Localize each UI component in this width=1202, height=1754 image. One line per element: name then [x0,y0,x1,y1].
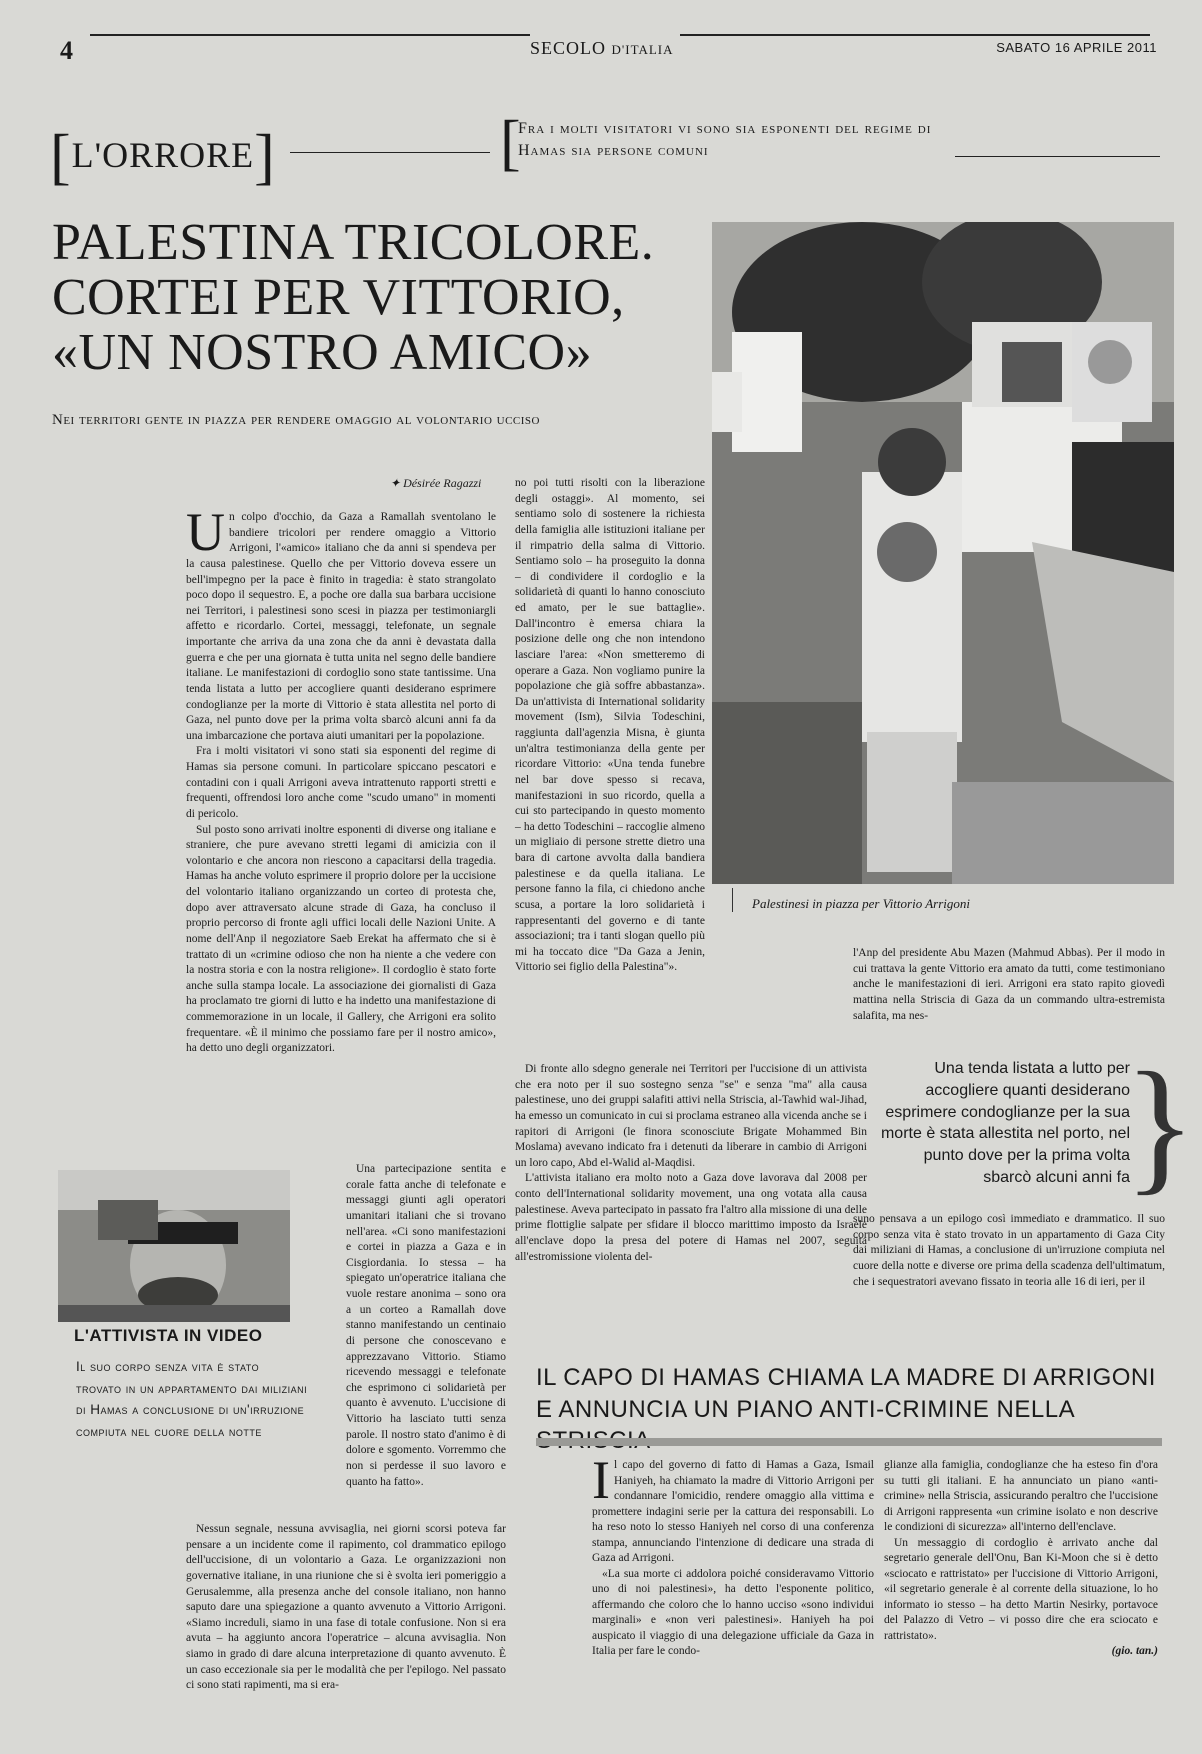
article-p2: Fra i molti visitatori vi sono stati sia esponenti del regime di Hamas sia persone comuni. In particolare spiccano pescatori e contadini con i quali Arrigoni aveva intrattenuto rapporti stretti e frequenti, offrendosi loro anche come "scudo umano" in momenti di pericolo. [186,745,496,820]
author-name: Désirée Ragazzi [403,476,482,490]
bracket-open-icon: [ [50,123,72,191]
section-label: L'ORRORE [71,135,255,175]
box-p1: l capo del governo di fatto di Hamas a Gaza, Ismail Haniyeh, ha chiamato la madre di Vittorio Arrigoni per condannare l'omicidio, rendere omaggio alla vittima e promettere indagini serie per la cattura dei responsabili. Lo ha reso noto lo stesso Haniyeh nel corso di una conferenza stampa, annunciando l'intenzione di dedicare una strada di Gaza ad Arrigoni. [592,1459,874,1565]
caption-rule [732,888,733,912]
issue-date: SABATO 16 APRILE 2011 [996,40,1157,55]
bracket-close-icon: ] [254,123,276,191]
masthead [530,38,674,59]
subheadline: Nei territori gente in piazza per rendere omaggio al volontario ucciso [52,412,540,428]
article-p7: Di fronte allo sdegno generale nei Territori per l'uccisione di un attivista che era noto per il suo sostegno senza "se" e senza "ma" alla causa palestinese, uno dei gruppi salafiti attivi nella Striscia, al-Tawhid wal-Jihad, ha emesso un comunicato in cui si proclama estraneo alla vicenda anche se i rapitori di Arrigoni (le finora sconosciute Brigate Mohammed Bin Moslama) avevano indicato fra i detenuti da liberare in cambio di Arrigoni un loro capo, Abd el-Walid al-Maqdisi. [515,1063,867,1169]
section-rule [290,152,490,153]
box-p3: glianze alla famiglia, condoglianze che ha esteso fin d'ora su tutti gli italiani. E ha annunciato un piano «anti-crimine» nella Striscia, assicurando peraltro che l'uccisione di Arrigoni rappresenta «un crimine isolato e non descrive le condizioni di sicurezza» all'interno dell'enclave. [884,1459,1158,1534]
article-p9: l'Anp del presidente Abu Mazen (Mahmud Abbas). Per il modo in cui trattava la gente Vittorio era amato da tutti, come testimoniano anche le manifestazioni di ieri. Arrigoni era stato rapito giovedì mattina nella Striscia di Gaza da un commando ultra-estremista salafita, ma nes- [853,947,1165,1022]
protest-photo-icon [712,222,1174,884]
box-rule [536,1438,1162,1446]
header-rule-right [680,34,1150,36]
photo-caption: Palestinesi in piazza per Vittorio Arrigoni [752,896,970,911]
article-p6: no poi tutti risolti con la liberazione degli ostaggi». Al momento, sei sentiamo solo di sostenere la richiesta della famiglia alle istituzioni italiane per il rimpatrio della salma di Vittorio. Sentiamo solo – ha proseguito la donna – di condividere il cordoglio e la solidarietà di quanti lo hanno conosciuto ed amato, per le sue battaglie». Dall'incontro è emersa chiara la posizione delle ong che non intendono lasciare l'area: «Non smetteremo di operare a Gaza. Non vogliamo punire la popolazione che già soffre abbastanza». Da un'attivista di International solidarity movement (Ism), Silvia Todeschini, raggiunta dall'agenzia Misna, è giunta un'altra testimonianza della gente per ricordare Vittorio: «Una tenda funebre nel bar dove spesso si recava, manifestazioni in suo ricordo, quella a cui sto partecipando in questo momento – ha detto Todeschini – raccoglie almeno un migliaio di persone strette dietro una bara di cartone avvolta dalla bandiera palestinese e da quella italiana. Le persone fanno la fila, ci chiedono anche scusa, a portare la loro solidarietà i rappresentanti del governo e di tante associazioni; tra i tanti slogan quello più mi ha toccato dice "Da Gaza a Jenin, Vittorio sei figlio della Palestina"». [515,477,705,974]
box-dropcap: I [592,1450,610,1510]
article-column-1 [186,502,496,1057]
article-column-2 [346,1162,506,1490]
article-p4: Una partecipazione sentita e corale fatta anche di telefonate e messaggi giunti agli operatori umanitari italiani che si trovano nell'area. «Ci sono manifestazioni e cortei in piazza a Gaza e in Cisgiordania. Io stessa – ha spiegato un'operatrice italiana che vuole restare anonima – sono ora a un corteo a Ramallah dove stanno manifestando un centinaio di persone che conoscevano e apprezzavano Vittorio. Stiamo ricevendo messaggi e telefonate che esprimono ci solidarietà per quanto è avvenuto. L'uccisione di Vittorio ha lasciato tutti senza parole. Il nostro stato d'animo è di dolore e sgomento. Vorremmo che non si perdesse il suo lavoro e quanto ha fatto». [346,1163,506,1488]
box-column-2 [884,1458,1158,1660]
article-column-4 [853,946,1165,1024]
masthead-small: D'ITALIA [611,42,674,57]
article-p10: suno pensava a un epilogo così immediato e drammatico. Il suo corpo senza vita è stato trovato in un appartamento di Gaza City dai miliziani di Hamas, a conclusione di un'irruzione compiuta nel cuore della notte e diverse ore prima della scadenza dell'ultimatum, che i sequestratori avevano fissato in teoria alle 16 di ieri, per il [853,1213,1165,1288]
headline: PALESTINA TRICOLORE. CORTEI PER VITTORIO, «UN NOSTRO AMICO» [52,214,655,382]
article-column-3 [515,476,705,976]
video-thumbnail [58,1170,290,1322]
article-column-wide [186,1522,506,1694]
video-description: Il suo corpo senza vita è stato trovato in un appartamento dai miliziani di Hamas a conclusione di un'irruzione compiuta nel cuore della notte [76,1359,308,1439]
box-p2: «La sua morte ci addolora poiché consideravamo Vittorio uno di noi palestinesi», ha detto l'esponente politico, affermando che coloro che lo hanno ucciso «sono individui marginali» e «non veri palestinesi». Haniyeh ha poi auspicato il viaggio di una delegazione ufficiale da Gaza in Italia per fare le condo- [592,1567,874,1658]
dropcap: U [186,502,225,562]
box-column-1 [592,1450,874,1660]
brace-icon: } [1124,1042,1196,1208]
byline: ✦ Désirée Ragazzi [390,476,482,490]
article-p8: L'attivista italiano era molto noto a Gaza dove lavorava dal 2008 per conto dell'International solidarity movement, una ong votata alla causa palestinese. Aveva partecipato in passato fra l'altro alla missione di una delle prime flottiglie salpate per sfidare il blocco marittimo imposto da Israele all'enclave dopo la presa del potere di Hamas nel 2007, seguita all'estromissione violenta del- [515,1172,867,1263]
header-rule-left [90,34,530,36]
activist-portrait-icon [58,1170,290,1322]
kicker-bracket-icon: [ [500,109,521,177]
article-p1: n colpo d'occhio, da Gaza a Ramallah sventolano le bandiere tricolori per rendere omaggio a Vittorio Arrigoni, l'«amico» italiano che da anni si spendeva per la causa palestinese. Quello che per Vittorio doveva essere un bell'impegno per la pace è finito in tragedia: è stato strangolato poco dopo il sequestro. E, a poche ore dalla sua barbara uccisione nei Territori, i palestinesi sono scesi in piazza per testimoniargli affetto e ricordarlo. Cortei, messaggi, telefonate, un segnale importante che arriva da una zona che da anni è devastata dalla guerra e che per una giornata è tutta unita nel segno delle bandiere italiane. Le manifestazioni di cordoglio sono state tantissime. Una tenda listata a lutto per accogliere quanti desiderano esprimere condoglianze per la morte di Vittorio è stata allestita nel porto di Gaza, nel punto dove per la prima volta sbarcò alcuni anni fa da una imbarcazione che portava aiuti umanitari per la popolazione. [186,511,496,742]
kicker: Fra i molti visitatori vi sono sia esponenti del regime di Hamas sia persone comuni [518,120,932,159]
box-p4: Un messaggio di cordoglio è arrivato anche dal segretario generale dell'Onu, Ban Ki-Moon che si è detto «sciocato e rattristato» per l'uccisione di Vittorio Arrigoni, «il segretario generale è al corrente della situazione, lo ho informato io stesso – ha detto Martin Nesirky, portavoce del Palazzo di Vetro – vi posso dire che era sciocato e rattristato». [884,1536,1158,1642]
article-column-4b [853,1212,1165,1290]
box-signature: (gio. tan.) [1111,1645,1158,1658]
article-p5: Nessun segnale, nessuna avvisaglia, nei giorni scorsi poteva far pensare a un incidente come il rapimento, col drammatico epilogo dell'uccisione, di un volontario a Gaza. Le organizzazioni non governative italiane, in una riunione che si è svolta ieri pomeriggio a Gerusalemme, alla presenza anche del console italiano, non hanno saputo dare una spiegazione a quanto avvenuto a Vittorio Arrigoni. «Siamo increduli, siamo in una fase di totale confusione. Non si era avuta – ha aggiunto ancora l'operatrice – alcuna avvisaglia. Non siamo in grado di dare alcuna interpretazione di quanto avvenuto. È un caso eccezionale sia per le modalità che per l'epilogo. Nel passato ci sono stati rapimenti, ma si era- [186,1523,506,1692]
page-number: 4 [60,36,73,65]
box-headline: IL CAPO DI HAMAS CHIAMA LA MADRE DI ARRIGONI E ANNUNCIA UN PIANO ANTI-CRIMINE NELLA [536,1364,1156,1423]
main-photo [712,222,1174,884]
kicker-rule [955,156,1160,157]
pull-quote: Una tenda listata a lutto per accogliere quanti desiderano esprimere condoglianze per la sua morte è stata allestita nel porto, nel punto dove per la prima volta sbarcò alcuni anni fa [880,1060,1130,1186]
article-column-3b [515,1062,867,1265]
section-tag [50,112,276,191]
video-title: L'ATTIVISTA IN VIDEO [74,1326,263,1345]
masthead-main: SECOLO [530,38,607,58]
article-p3: Sul posto sono arrivati inoltre esponenti di diverse ong italiane e straniere, che pure avevano stretti legami di amicizia con il volontario e che ancora non riescono a capacitarsi della tragedia. Hamas ha anche voluto esprimere il proprio dolore per la uccisione del volontario italiano organizzando un corteo di protesta che, dopo aver attraversato alcune strade di Gaza, ha concluso il proprio percorso di fronte agli uffici locali delle Nazioni Unite. A nome dell'Anp il negoziatore Saeb Erekat ha affermato che si è trattato di un «crimine odioso che non ha niente a che vedere con la nostra storia e con la nostra religione». Il cordoglio è stato forte anche sulla stampa locale. La associazione dei giornalisti di Gaza ha proclamato tre giorni di lutto e ha indetto una manifestazione di commemorazione in un locale, il Gallery, che Arrigoni era solito frequentare. «È il minimo che possiamo fare per il nostro amico», ha detto uno degli organizzatori. [186,823,496,1055]
